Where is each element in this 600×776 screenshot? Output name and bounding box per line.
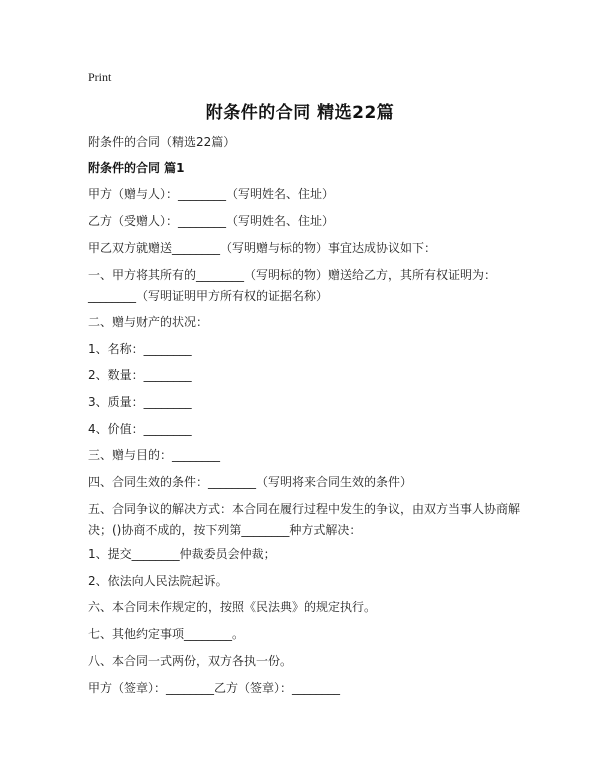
- item-name: 1、名称：________: [88, 342, 192, 356]
- print-label[interactable]: Print: [88, 70, 112, 84]
- clause-8: 八、本合同一式两份，双方各执一份。: [88, 654, 293, 668]
- item-value: 4、价值：________: [88, 422, 192, 436]
- item-quantity: 2、数量：________: [88, 368, 192, 382]
- signature-line: 甲方（签章）：________乙方（签章）：________: [88, 681, 341, 695]
- document-subtitle: 附条件的合同（精选22篇）: [88, 135, 236, 149]
- agreement-intro: 甲乙双方就赠送________（写明赠与标的物）事宜达成协议如下：: [88, 241, 437, 255]
- clause-1: 一、甲方将其所有的________（写明标的物）赠送给乙方，其所有权证明为：________（写明证明甲方所有权的证据名称）: [88, 268, 497, 303]
- clause-3: 三、赠与目的：________: [88, 448, 221, 462]
- clause-5: 五、合同争议的解决方式：本合同在履行过程中发生的争议，由双方当事人协商解决；()协商不成的，按下列第________种方式解决：: [88, 502, 521, 537]
- donee-line: 乙方（受赠人）：________（写明姓名、住址）: [88, 214, 335, 228]
- option-arbitration: 1、提交________仲裁委员会仲裁；: [88, 547, 276, 561]
- donor-line: 甲方（赠与人）：________（写明姓名、住址）: [88, 187, 335, 201]
- clause-2-heading: 二、赠与财产的状况：: [88, 315, 209, 329]
- item-quality: 3、质量：________: [88, 395, 192, 409]
- clause-6: 六、本合同未作规定的，按照《民法典》的规定执行。: [88, 600, 377, 614]
- option-court: 2、依法向人民法院起诉。: [88, 574, 228, 588]
- clause-7: 七、其他约定事项________。: [88, 627, 245, 641]
- clause-4: 四、合同生效的条件：________（写明将来合同生效的条件）: [88, 475, 413, 489]
- section-heading: 附条件的合同 篇1: [88, 161, 185, 175]
- document-title: 附条件的合同 精选22篇: [205, 103, 395, 123]
